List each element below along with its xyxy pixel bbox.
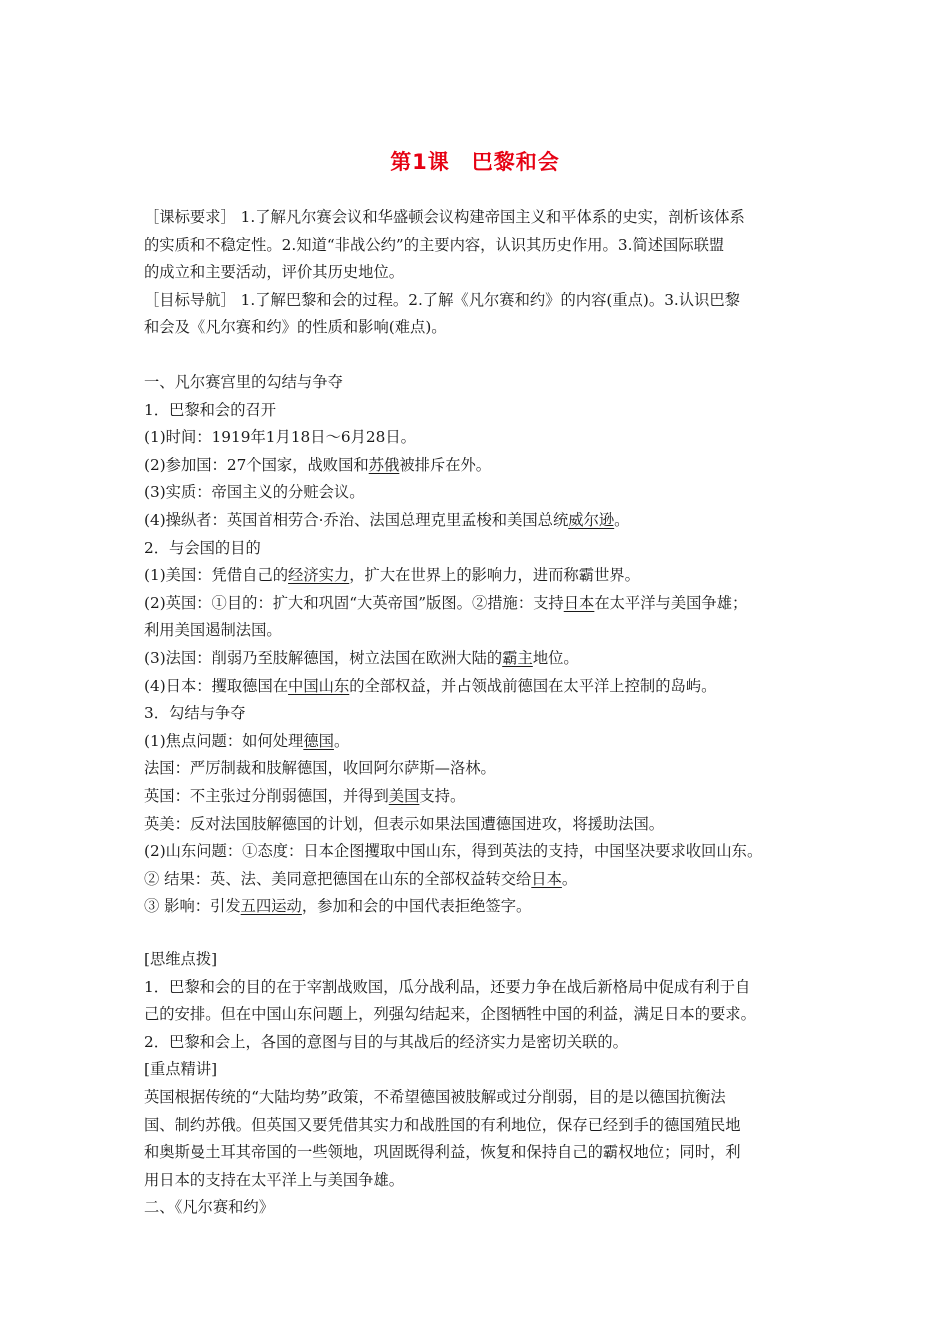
text-line: ② 结果：英、法、美同意把德国在山东的全部权益转交给日本。 [144, 869, 578, 888]
text-line: 英国：不主张过分削弱德国，并得到美国支持。 [144, 786, 466, 805]
text-line: (1)时间：1919年1月18日～6月28日。 [144, 428, 416, 447]
subsection-heading: 2．与会国的目的 [144, 538, 261, 557]
text-line: (1)美国：凭借自己的经济实力，扩大在世界上的影响力，进而称霸世界。 [144, 566, 640, 585]
thinking-tips [144, 946, 814, 1222]
key-term: 五四运动 [240, 897, 302, 916]
text-line: 和奥斯曼土耳其帝国的一些领地，巩固既得利益，恢复和保持自己的霸权地位；同时，利 [144, 1143, 741, 1162]
subsection-heading: 3．勾结与争夺 [144, 704, 246, 723]
block-heading: [思维点拨] [144, 950, 218, 968]
section-heading: 二、《凡尔赛和约》 [144, 1198, 275, 1217]
text-line: (3)法国：削弱乃至肢解德国，树立法国在欧洲大陆的霸主地位。 [144, 648, 579, 667]
text-line: 1．巴黎和会的目的在于宰割战败国，瓜分战利品，还要力争在战后新格局中促成有利于自 [144, 977, 751, 996]
key-term: 日本 [563, 593, 595, 612]
text-line: 和会及《凡尔赛和约》的性质和影响(难点)。 [144, 318, 447, 337]
key-term: 中国山东 [288, 676, 350, 695]
text-line: 用日本的支持在太平洋上与美国争雄。 [144, 1170, 405, 1189]
text-line: 法国：严厉制裁和肢解德国，收回阿尔萨斯—洛林。 [144, 759, 496, 778]
key-term: 德国 [303, 731, 334, 750]
key-term: 经济实力 [288, 566, 350, 585]
text-line: 的成立和主要活动，评价其历史地位。 [144, 263, 405, 282]
text-line: ③ 影响：引发五四运动，参加和会的中国代表拒绝签字。 [144, 897, 532, 916]
section-heading: 一、凡尔赛宫里的勾结与争夺 [144, 373, 343, 391]
text-line: ［课标要求］ 1.了解凡尔赛会议和华盛顿会议构建帝国主义和平体系的史实，剖析该体系 [144, 208, 745, 226]
section-one [144, 369, 814, 921]
lesson-title: 第1课 巴黎和会 [390, 150, 560, 174]
text-line: 英国根据传统的“大陆均势”政策，不希望德国被肢解或过分削弱，目的是以德国抗衡法 [144, 1087, 726, 1106]
text-line: (2)参加国：27个国家，战败国和苏俄被排斥在外。 [144, 455, 492, 474]
key-term: 霸主 [502, 648, 533, 667]
text-line: (4)日本：攫取德国在中国山东的全部权益，并占领战前德国在太平洋上控制的岛屿。 [144, 676, 717, 695]
text-line: (2)英国：①目的：扩大和巩固“大英帝国”版图。②措施：支持日本在太平洋与美国争雄； [144, 593, 748, 612]
text-line: ［目标导航］ 1.了解巴黎和会的过程。2.了解《凡尔赛和约》的内容(重点)。3.认识巴黎 [144, 290, 740, 309]
text-line: (1)焦点问题：如何处理德国。 [144, 731, 350, 750]
text-line: (2)山东问题：①态度：日本企图攫取中国山东，得到英法的支持，中国坚决要求收回山东。 [144, 842, 763, 861]
block-heading: [重点精讲] [144, 1060, 218, 1079]
text-line: 的实质和不稳定性。2.知道“非战公约”的主要内容，认识其历史作用。3.简述国际联盟 [144, 235, 725, 254]
text-line: 英美：反对法国肢解德国的计划，但表示如果法国遭德国进攻，将援助法国。 [144, 814, 665, 833]
text-line: (4)操纵者：英国首相劳合·乔治、法国总理克里孟梭和美国总统威尔逊。 [144, 510, 630, 529]
text-line: 己的安排。但在中国山东问题上，列强勾结起来，企图牺牲中国的利益，满足日本的要求。 [144, 1005, 756, 1024]
text-line: 2．巴黎和会上，各国的意图与目的与其战后的经济实力是密切关联的。 [144, 1032, 628, 1051]
text-line: 国、制约苏俄。但英国又要凭借其实力和战胜国的有利地位，保存已经到手的德国殖民地 [144, 1115, 741, 1134]
curriculum-requirements [144, 204, 814, 342]
key-term: 苏俄 [368, 455, 400, 474]
text-line: (3)实质：帝国主义的分赃会议。 [144, 483, 365, 502]
key-term: 威尔逊 [568, 510, 615, 529]
key-term: 美国 [388, 786, 420, 805]
key-term: 日本 [531, 869, 562, 888]
subsection-heading: 1．巴黎和会的召开 [144, 400, 277, 419]
text-line: 利用美国遏制法国。 [144, 621, 282, 640]
